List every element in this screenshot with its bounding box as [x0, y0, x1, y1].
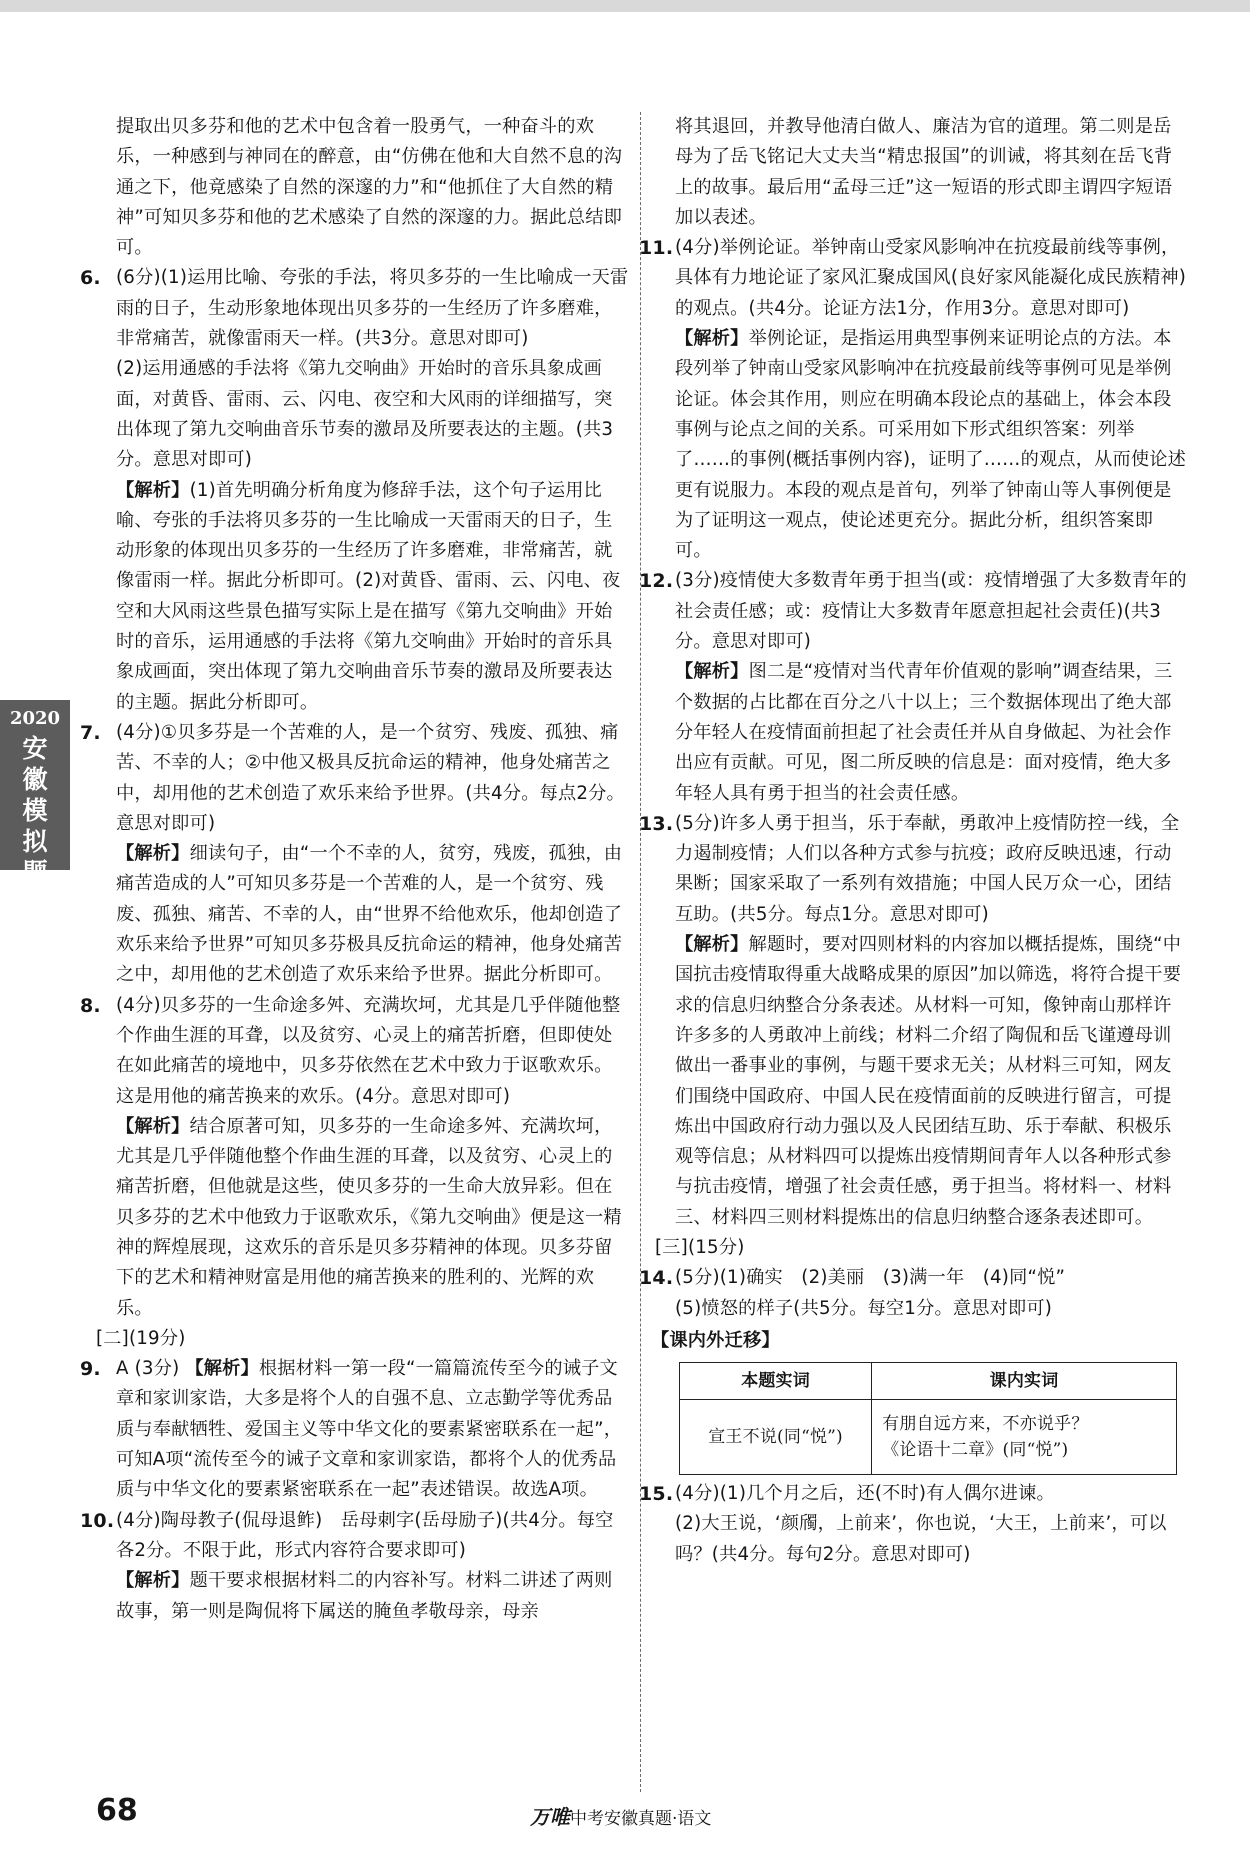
table-cell-line: 《论语十二章》(同“悦”) — [882, 1440, 1069, 1461]
q15-answer-2: (2)大王说，‘颜斶，上前来’，你也说，‘大王，上前来’，可以吗？(共4分。每句2分。意思对即可) — [675, 1513, 1167, 1565]
q6-analysis — [116, 476, 630, 718]
q15-answer: (4分)(1)几个月之后，还(不时)有人偶尔进谏。 — [675, 1483, 1055, 1505]
question-9 — [80, 1354, 630, 1505]
q9-answer-analysis — [116, 1354, 630, 1505]
footer — [530, 1801, 711, 1830]
question-number: 6. — [80, 267, 101, 290]
q10-analysis — [116, 1566, 630, 1627]
q8-answer: (4分)贝多芬的一生命途多舛、充满坎坷，尤其是几乎伴随他整个作曲生涯的耳聋，以及贫穷、心灵上的痛苦折磨，但即使处在如此痛苦的境地中，贝多芬依然在艺术中致力于讴歌欢乐。这是用他的痛苦换来的欢乐。(4分。意思对即可) — [116, 994, 621, 1107]
analysis-tag: 【解析】 — [116, 1115, 190, 1137]
q8-analysis — [116, 1112, 630, 1324]
q11-answer: (4分)举例论证。举钟南山受家风影响冲在抗疫最前线等事例，具体有力地论证了家风汇聚成国风(良好家风能凝化成民族精神)的观点。(共4分。论证方法1分，作用3分。意思对即可) — [675, 237, 1187, 319]
question-6 — [80, 263, 630, 717]
q14-answer-2: (5)愤怒的样子(共5分。每空1分。意思对即可) — [675, 1297, 1053, 1319]
question-number: 12. — [639, 570, 674, 593]
analysis-text: 细读句子，由“一个不幸的人，贫穷，残废，孤独，由痛苦造成的人”可知贝多芬是一个苦难的人，是一个贫穷、残废、孤独、痛苦、不幸的人，由“世界不给他欢乐，他却创造了欢乐来给予世界”可知贝多芬极具反抗命运的精神，他身处痛苦之中，却用他的艺术创造了欢乐来给予世界。据此分析即可。 — [116, 843, 623, 986]
question-11 — [639, 233, 1189, 566]
table-cell-line: 有朋自远方来，不亦说乎？ — [882, 1414, 1089, 1435]
analysis-text: 结合原著可知，贝多芬的一生命途多舛、充满坎坷，尤其是几乎伴随他整个作曲生涯的耳聋，以及贫穷、心灵上的痛苦折磨，但他就是这些，使贝多芬的一生命大放异彩。但在贝多芬的艺术中他致力于讴歌欢乐，《第九交响曲》便是这一精神的辉煌展现，这欢乐的音乐是贝多芬精神的体现。贝多芬留下的艺术和精神财富是用他的痛苦换来的胜利的、光辉的欢乐。 — [116, 1115, 622, 1319]
analysis-tag: 【解析】 — [675, 934, 749, 956]
side-tab — [0, 700, 70, 887]
question-number: 7. — [80, 721, 101, 744]
footer-title: 中考安徽真题·语文 — [570, 1809, 712, 1829]
transfer-heading: 【课内外迁移】 — [651, 1329, 780, 1351]
q6-answer-2: (2)运用通感的手法将《第九交响曲》开始时的音乐具象成画面，对黄昏、雷雨、云、闪电、夜空和大风雨的详细描写，突出体现了第九交响曲音乐节奏的激昂及所要表达的主题。(共3分。意思对即可) — [116, 358, 614, 471]
section-3-heading: [三](15分) — [655, 1236, 745, 1258]
question-13 — [639, 809, 1189, 1233]
question-number: 10. — [80, 1509, 115, 1532]
q7-analysis — [116, 839, 630, 990]
question-number: 13. — [639, 812, 674, 835]
analysis-text: 图二是“疫情对当代青年价值观的影响”调查结果，三个数据的占比都在百分之八十以上；三个数据体现出了绝大部分年轻人在疫情面前担起了社会责任并从自身做起、为社会作出应有贡献。可见，图二所反映的信息是：面对疫情，绝大多年轻人具有勇于担当的社会责任感。 — [675, 661, 1173, 804]
question-12 — [639, 566, 1189, 808]
q10-analysis-continued: 将其退回，并教导他清白做人、廉洁为官的道理。第二则是岳母为了岳飞铭记大丈夫当“精忠报国”的训诫，将其刻在岳飞背上的故事。最后用“孟母三迁”这一短语的形式即主谓四字短语加以表述。 — [675, 116, 1173, 228]
question-number: 15. — [639, 1483, 674, 1506]
table-header: 本题实词 — [680, 1363, 872, 1400]
question-15 — [639, 1479, 1189, 1570]
question-8 — [80, 991, 630, 1324]
question-number: 8. — [80, 994, 101, 1017]
analysis-tag: 【解析】 — [116, 843, 190, 865]
table-cell — [872, 1400, 1177, 1475]
table-row — [680, 1400, 1177, 1475]
right-column — [639, 112, 1189, 1570]
table-header-row — [680, 1363, 1177, 1400]
q9-answer: A (3分) — [116, 1358, 180, 1380]
question-14 — [639, 1263, 1189, 1324]
footer-brand: 万唯 — [530, 1805, 570, 1829]
table-cell: 宣王不说(同“悦”) — [680, 1400, 872, 1475]
q7-answer: (4分)①贝多芬是一个苦难的人，是一个贫穷、残废、孤独、痛苦、不幸的人；②中他又极具反抗命运的精神，他身处痛苦之中，却用他的艺术创造了欢乐来给予世界。(共4分。每点2分。意思对即可) — [116, 721, 625, 834]
analysis-tag: 【解析】 — [116, 1570, 190, 1592]
top-edge — [0, 0, 1250, 12]
q13-answer: (5分)许多人勇于担当，乐于奉献，勇敢冲上疫情防控一线，全力遏制疫情；人们以各种方式参与抗疫；政府反映迅速，行动果断；国家采取了一系列有效措施；中国人民万众一心，团结互助。(共5分。每点1分。意思对即可) — [675, 812, 1180, 925]
left-column — [80, 112, 630, 1627]
analysis-tag: 【解析】 — [675, 328, 749, 350]
vocabulary-table — [679, 1362, 1177, 1475]
table-header: 课内实词 — [872, 1363, 1177, 1400]
q5-analysis-continued: 提取出贝多芬和他的艺术中包含着一股勇气，一种奋斗的欢乐，一种感到与神同在的醉意，由“仿佛在他和大自然不息的沟通之下，他竟感染了自然的深邃的力”和“他抓住了大自然的精神”可知贝多芬和他的艺术感染了自然的深邃的力。据此总结即可。 — [116, 116, 623, 259]
q12-analysis — [675, 657, 1189, 808]
q12-answer: (3分)疫情使大多数青年勇于担当(或：疫情增强了大多数青年的社会责任感；或：疫情让大多数青年愿意担起社会责任)(共3分。意思对即可) — [675, 570, 1187, 653]
analysis-text: (1)首先明确分析角度为修辞手法，这个句子运用比喻、夸张的手法将贝多芬的一生比喻成一天雷雨天的日子，生动形象的体现出贝多芬的一生经历了许多磨难，非常痛苦，就像雷雨一样。据此分析即可。(2)对黄昏、雷雨、云、闪电、夜空和大风雨这些景色描写实际上是在描写《第九交响曲》开始时的音乐，运用通感的手法将《第九交响曲》开始时的音乐具象成画面，突出体现了第九交响曲音乐节奏的激昂及所要表达的主题。据此分析即可。 — [116, 479, 621, 713]
q10-answer: (4分)陶母教子(侃母退鲊) 岳母刺字(岳母励子)(共4分。每空各2分。不限于此，形式内容符合要求即可) — [116, 1509, 614, 1561]
analysis-tag: 【解析】 — [675, 661, 749, 683]
question-10 — [80, 1506, 630, 1627]
q14-answer: (5分)(1)确实 (2)美丽 (3)满一年 (4)同“悦” — [675, 1267, 1066, 1289]
question-number: 9. — [80, 1358, 101, 1381]
analysis-text: 根据材料一第一段“一篇篇流传至今的诫子文章和家训家诰，大多是将个人的自强不息、立志勤学等优秀品质与奉献牺牲、爱国主义等中华文化的要素紧密联系在一起”，可知A项“流传至今的诫子文章和家训家诰，都将个人的优秀品质与中华文化的要素紧密联系在一起”表述错误。故选A项。 — [116, 1358, 623, 1501]
q11-analysis — [675, 324, 1189, 566]
analysis-text: 举例论证，是指运用典型事例来证明论点的方法。本段列举了钟南山受家风影响冲在抗疫最前线等事例可见是举例论证。体会其作用，则应在明确本段论点的基础上，体会本段事例与论点之间的关系。可采用如下形式组织答案：列举了……的事例(概括事例内容)，证明了……的观点，从而使论述更有说服力。本段的观点是首句，列举了钟南山等人事例便是为了证明这一观点，使论述更充分。据此分析，组织答案即可。 — [675, 328, 1187, 562]
analysis-tag: 【解析】 — [116, 479, 190, 501]
side-tab-year: 2020 — [9, 708, 61, 729]
analysis-text: 题干要求根据材料二的内容补写。材料二讲述了两则故事，第一则是陶侃将下属送的腌鱼孝敬母亲，母亲 — [116, 1570, 613, 1622]
q13-analysis — [675, 930, 1189, 1233]
question-number: 11. — [639, 237, 674, 260]
analysis-text: 解题时，要对四则材料的内容加以概括提炼，围绕“中国抗击疫情取得重大战略成果的原因”加以筛选，将符合提干要求的信息归纳整合分条表述。从材料一可知，像钟南山那样许许多多的人勇敢冲上前线；材料二介绍了陶侃和岳飞谨遵母训做出一番事业的事例，与题干要求无关；从材料三可知，网友们围绕中国政府、中国人民在疫情面前的反映进行留言，可提炼出中国政府行动力强以及人民团结互助、乐于奉献、积极乐观等信息；从材料四可以提炼出疫情期间青年人以各种形式参与抗击疫情，增强了社会责任感，勇于担当。将材料一、材料三、材料四三则材料提炼出的信息归纳整合逐条表述即可。 — [675, 934, 1182, 1228]
section-2-heading: [二](19分) — [96, 1327, 186, 1349]
question-number: 14. — [639, 1267, 674, 1290]
side-tab-text: 安 徽 模 拟 题 — [22, 734, 48, 887]
page-number: 68 — [96, 1793, 138, 1828]
q6-answer-1: (6分)(1)运用比喻、夸张的手法，将贝多芬的一生比喻成一天雷雨的日子，生动形象地体现出贝多芬的一生经历了许多磨难，非常痛苦，就像雷雨天一样。(共3分。意思对即可) — [116, 267, 629, 350]
analysis-tag: 【解析】 — [185, 1358, 259, 1380]
column-divider — [640, 112, 641, 1792]
question-7 — [80, 718, 630, 991]
